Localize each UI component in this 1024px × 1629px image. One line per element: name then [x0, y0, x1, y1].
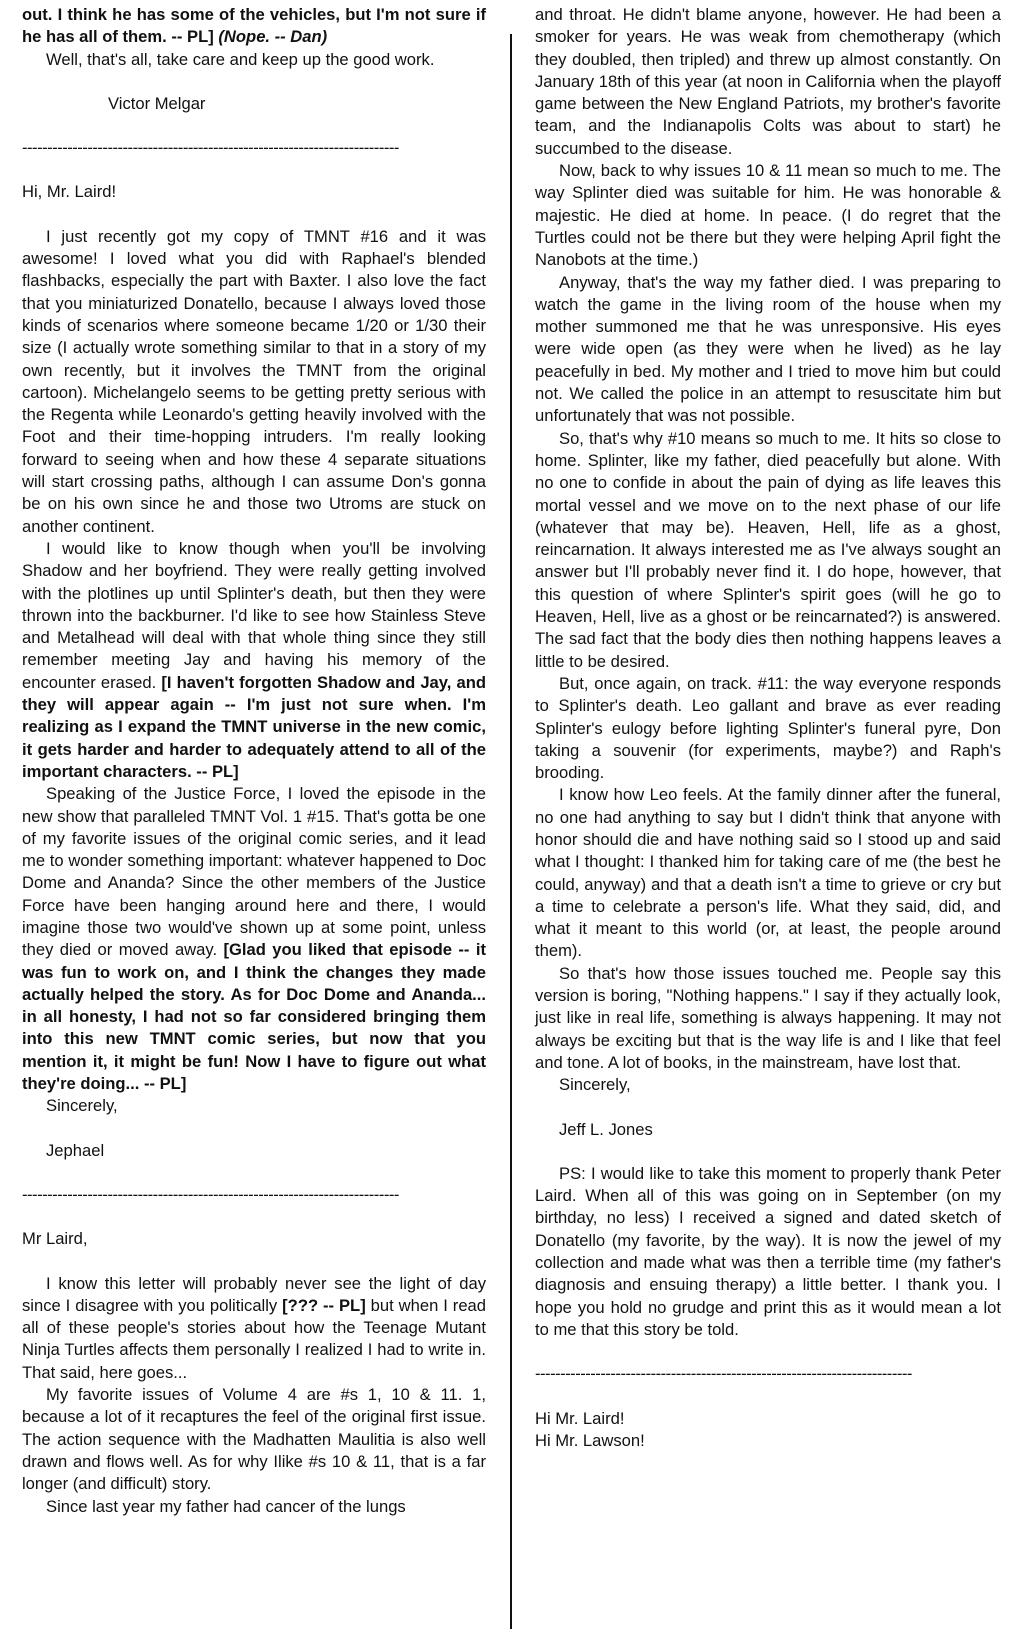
greeting-hi-laird: Hi Mr. Laird! — [535, 1408, 625, 1428]
separator-line: --------------------------------------------------------------------------- — [22, 138, 399, 158]
paragraph-justice-force: Speaking of the Justice Force, I loved the episode in the new show that paralleled TMNT Vol. 1 #15. That's gotta be one of my favorite issues of the original comic series, and it lead me to wonder something important: whatever happened to Doc Dome and Ananda? Since the other members of the Justice Force have been hanging around here and there, I would imagine those two would've shown up at some point, unless they died or moved away. [Glad you liked that episode -- it was fun to work on, and I think the changes they made actually helped the story. As for Doc Dome and Ananda... in all honesty, I had not so far considered bringing them into this new TMNT comic series, but now that you mention it, it might be fun! Now I have to figure out what they're doing... -- PL] — [22, 784, 486, 1094]
paragraph-issue-10: So, that's why #10 means so much to me. It hits so close to home. Splinter, like my father, died peacefully but alone. With no one to confide in about the pain of dying as life leaves this mortal vessel and we move on to the next phase of our life (whatever that may be). Heaven, Hell, life as a ghost, reincarnation. It always interested me as I've always sought an answer but I'll probably never find it. I do hope, however, that this question of where Splinter's spirit goes (will he go to Heaven, Hell, live as a ghost or be reincarnated?) is answered. The sad fact that the body dies then nothing happens leaves a little to be desired. — [535, 428, 1001, 671]
right-column — [535, 4, 1001, 1452]
paragraph-father-start: Since last year my father had cancer of the lungs — [46, 1496, 406, 1516]
paragraph-father-cancer: and throat. He didn't blame anyone, however. He had been a smoker for years. He was weak from chemotherapy (which they doubled, then tripled) and threw up almost constantly. On January 18th of this year (at noon in California when the playoff game between the New England Patriots, my brother's favorite team, and the Indianapolis Colts was about to start) he succumbed to the disease. — [535, 5, 1001, 158]
greeting-mr-laird: Mr Laird, — [22, 1229, 88, 1249]
left-column — [22, 4, 486, 1518]
paragraph-favorite-issues: My favorite issues of Volume 4 are #s 1, 10 & 11. 1, because a lot of it recaptures the feel of the original first issue. The action sequence with the Madhatten Maulitia is also well drawn and flows well. As for why Ilike #s 10 & 11, that is a far longer (and difficult) story. — [22, 1385, 486, 1494]
paragraph-tmnt16: I just recently got my copy of TMNT #16 and it was awesome! I loved what you did with Raphael's blended flashbacks, especially the part with Baxter. I also love the fact that you miniaturized Donatello, because I always loved those kinds of scenarios where someone became 1/20 or 1/30 their size (I actually wrote something similar to that in a story of my own recently, but it involves the TMNT from the original cartoon). Michelangelo seems to be getting pretty serious with the Regenta while Leonardo's getting heavily involved with the Foot and their time-hopping intruders. I'm really looking forward to seeing when and how these 4 separate situations will start crossing paths, although I can assume Don's gonna be on his own since he and those two Utroms are stuck on another continent. — [22, 226, 486, 536]
signature-jeff-jones: Jeff L. Jones — [559, 1119, 653, 1139]
letter-closing: Well, that's all, take care and keep up the good work. — [46, 49, 435, 69]
paragraph-issue-11: But, once again, on track. #11: the way everyone responds to Splinter's death. Leo gallant and brave as ever reading Splinter's eulogy before lighting Splinter's funeral pyre, Don taking a souvenir (for experiments, maybe?) and Raph's brooding. — [535, 673, 1001, 783]
greeting-laird: Hi, Mr. Laird! — [22, 182, 117, 202]
paragraph-politics: I know this letter will probably never see the light of day since I disagree with you politically [??? -- PL] but when I read all of these people's stories about how the Teenage Mutant Ninja Turtles affects them personally I realized I had to write in. That said, here goes... — [22, 1273, 487, 1382]
paragraph-leo-feels: I know how Leo feels. At the family dinner after the funeral, no one had anything to say but I didn't think that anyone with honor should die and have nothing said so I stood up and said what I thought: I thanked him for taking care of me (the best he could, anyway) and that a death isn't a time to grieve or cry but a time to celebrate a person's life. What they said, did, and what it meant to this world (or, at least, the people around them). — [535, 785, 1001, 961]
paragraph-shadow: I would like to know though when you'll be involving Shadow and her boyfriend. They were really getting involved with the plotlines up until Splinter's death, but then they were thrown into the backburner. I'd like to see how Stainless Steve and Metalhead will deal with that whole thing since they still remember meeting Jay and having his memory of the encounter erased. [I haven't forgotten Shadow and Jay, and they will appear again -- I'm just not sure when. I'm realizing as I expand the TMNT universe in the new comic, it gets harder and harder to adequately attend to all of the important characters. -- PL] — [22, 538, 486, 781]
paragraph-ps: PS: I would like to take this moment to properly thank Peter Laird. When all of this was going on in September (on my birthday, no less) I received a signed and dated sketch of Donatello (my favorite, by the way). It is now the jewel of my collection and made what was then a terrible time (my father's diagnosis and ensuing therapy) a little better. I thank you. I hope you hold no grudge and print this as it would mean a lot to me that this story be told. — [535, 1163, 1001, 1339]
column-divider — [510, 34, 512, 1629]
letter-closing-sincerely: Sincerely, — [46, 1096, 118, 1116]
separator-line: --------------------------------------------------------------------------- — [22, 1184, 399, 1204]
paragraph-father-died: Anyway, that's the way my father died. I was preparing to watch the game in the living room of the house when my mother summoned me that he was unresponsive. His eyes were wide open (as they were when he lived) as he lay peacefully in bed. My mother and I tried to move him but could not. We called the police in an attempt to resuscitate him but unfortunately that was not possible. — [535, 272, 1001, 426]
paragraph-issues-touched: So that's how those issues touched me. People say this version is boring, "Nothing happens." I say if they actually look, just like in real life, something is always happening. It may not always be exciting but that is the way life is and I like that feel and tone. A lot of books, in the mainstream, have lost that. — [535, 963, 1001, 1072]
paragraph-splinter-died: Now, back to why issues 10 & 11 mean so much to me. The way Splinter died was suitable for him. He was honorable & majestic. He died at home. In peace. (I do regret that the Turtles could not be there but they were helping April fight the Nanobots at the time.) — [535, 161, 1001, 270]
letter-closing-sincerely: Sincerely, — [559, 1075, 631, 1095]
signature-victor: Victor Melgar — [108, 93, 206, 113]
separator-line: --------------------------------------------------------------------------- — [535, 1364, 912, 1384]
letter-reply-continued: out. I think he has some of the vehicles, but I'm not sure if he has all of them. -- PL] (Nope. -- Dan) — [22, 5, 486, 47]
greeting-hi-lawson: Hi Mr. Lawson! — [535, 1430, 645, 1450]
signature-jephael: Jephael — [46, 1140, 105, 1160]
